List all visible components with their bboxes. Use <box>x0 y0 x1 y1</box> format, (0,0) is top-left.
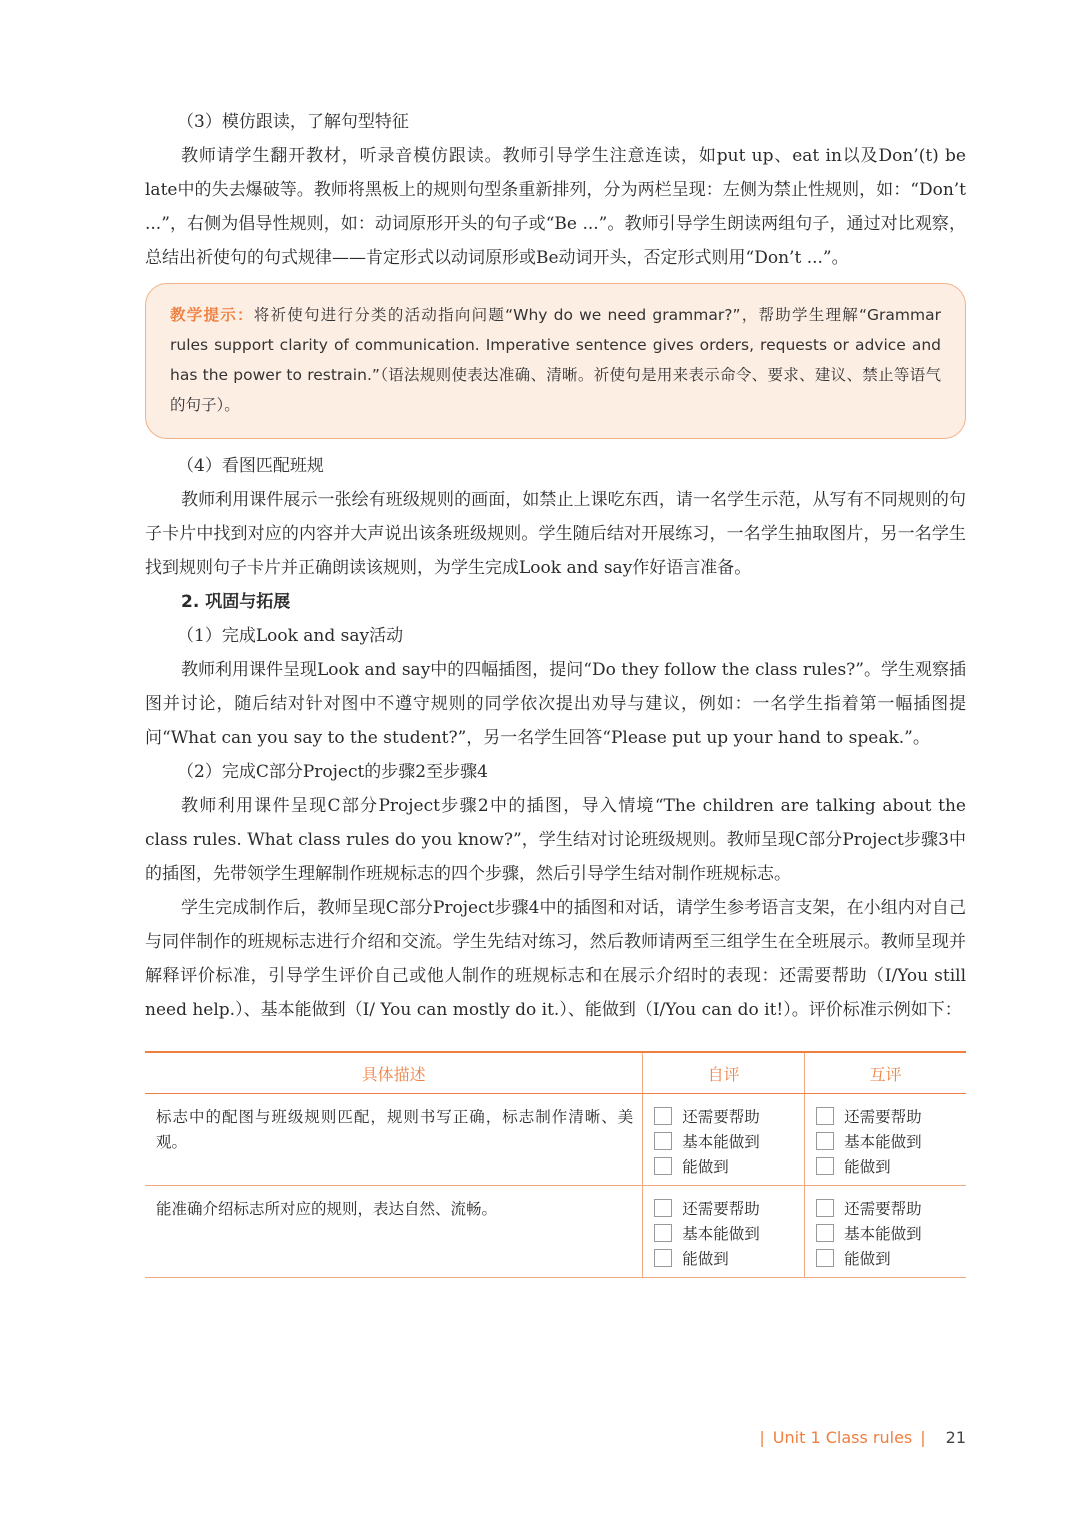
checkbox[interactable] <box>654 1249 672 1267</box>
teaching-tip-label: 教学提示： <box>170 306 254 324</box>
option-can-do[interactable]: 能做到 <box>654 1245 803 1270</box>
checkbox[interactable] <box>654 1132 672 1150</box>
header-peer-eval: 互评 <box>805 1052 966 1094</box>
peer-eval-options <box>806 1095 965 1184</box>
paragraph-match: 教师利用课件展示一张绘有班级规则的画面，如禁止上课吃东西，请一名学生示范，从写有不同规则的句子卡片中找到对应的内容并大声说出该条班级规则。学生随后结对开展练习，一名学生抽取图片，另一名学生找到规则句子卡片并正确朗读该规则，为学生完成Look and say作好语言准备。 <box>145 490 966 578</box>
section-title-imitate: （3）模仿跟读，了解句型特征 <box>177 112 409 132</box>
self-eval-options <box>644 1187 803 1276</box>
checkbox[interactable] <box>816 1157 834 1175</box>
header-description: 具体描述 <box>145 1052 643 1094</box>
option-can-do[interactable]: 能做到 <box>816 1245 965 1270</box>
paragraph-project-1: 教师利用课件呈现C部分Project步骤2中的插图，导入情境“The children are talking about the class rules. What class rules do you know?”，学生结对讨论班级规则。教师呈现C部分Project步骤3中的插图，先带领学生理解制作班规标志的四个步骤，然后引导学生结对制作班规标志。 <box>145 796 966 884</box>
section-title-project: （2）完成C部分Project的步骤2至步骤4 <box>177 762 488 782</box>
section-title-look-say: （1）完成Look and say活动 <box>177 626 404 646</box>
checkbox[interactable] <box>654 1107 672 1125</box>
footer-title: Class rules <box>825 1428 913 1447</box>
table-row <box>145 1186 966 1278</box>
checkbox[interactable] <box>816 1199 834 1217</box>
row-description: 标志中的配图与班级规则匹配，规则书写正确，标志制作清晰、美观。 <box>156 1108 634 1151</box>
checkbox[interactable] <box>654 1157 672 1175</box>
footer-divider: | <box>920 1428 926 1447</box>
option-can-do[interactable]: 能做到 <box>654 1153 803 1178</box>
peer-eval-options <box>806 1187 965 1276</box>
option-mostly-can[interactable]: 基本能做到 <box>816 1128 965 1153</box>
option-still-need-help[interactable]: 还需要帮助 <box>654 1103 803 1128</box>
page-number: 21 <box>945 1428 966 1447</box>
option-still-need-help[interactable]: 还需要帮助 <box>816 1103 965 1128</box>
section-title-match: （4）看图匹配班规 <box>177 456 324 476</box>
footer-divider: | <box>759 1428 765 1447</box>
checkbox[interactable] <box>816 1132 834 1150</box>
option-mostly-can[interactable]: 基本能做到 <box>654 1220 803 1245</box>
table-row <box>145 1094 966 1186</box>
page-content <box>145 105 966 1278</box>
paragraph-project-2: 学生完成制作后，教师呈现C部分Project步骤4中的插图和对话，请学生参考语言支架，在小组内对自己与同伴制作的班规标志进行介绍和交流。学生先结对练习，然后教师请两至三组学生在全班展示。教师呈现并解释评价标准，引导学生评价自己或他人制作的班规标志和在展示介绍时的表现：还需要帮助（I/You still need help.）、基本能做到（I/ You can mostly do it.）、能做到（I/You can do it!）。评价标准示例如下： <box>145 898 966 1020</box>
checkbox[interactable] <box>816 1224 834 1242</box>
option-can-do[interactable]: 能做到 <box>816 1153 965 1178</box>
evaluation-table <box>145 1051 966 1278</box>
paragraph-look-say: 教师利用课件呈现Look and say中的四幅插图，提问“Do they follow the class rules?”。学生观察插图并讨论，随后结对针对图中不遵守规则的同学依次提出劝导与建议，例如：一名学生指着第一幅插图提问“What can you say to the student?”，另一名学生回答“Please put up your hand to speak.”。 <box>145 660 966 748</box>
page-footer <box>751 1428 966 1447</box>
footer-unit: Unit 1 <box>772 1428 821 1447</box>
heading-consolidate: 2. 巩固与拓展 <box>181 592 291 612</box>
option-mostly-can[interactable]: 基本能做到 <box>816 1220 965 1245</box>
teaching-tip-text: 将祈使句进行分类的活动指向问题“Why do we need grammar?”，帮助学生理解“Grammar rules support clarity of communication. Imperative sentence gives orders, requests or advice and has the power to restrain.”（语法规则使表达准确、清晰。祈使句是用来表示命令、要求、建议、禁止等语气的句子）。 <box>170 306 941 414</box>
checkbox[interactable] <box>816 1249 834 1267</box>
checkbox[interactable] <box>654 1199 672 1217</box>
row-description: 能准确介绍标志所对应的规则，表达自然、流畅。 <box>156 1200 498 1218</box>
option-mostly-can[interactable]: 基本能做到 <box>654 1128 803 1153</box>
table-header-row <box>145 1052 966 1094</box>
checkbox[interactable] <box>816 1107 834 1125</box>
checkbox[interactable] <box>654 1224 672 1242</box>
teaching-tip-box <box>145 283 966 439</box>
option-still-need-help[interactable]: 还需要帮助 <box>816 1195 965 1220</box>
option-still-need-help[interactable]: 还需要帮助 <box>654 1195 803 1220</box>
header-self-eval: 自评 <box>643 1052 805 1094</box>
self-eval-options <box>644 1095 803 1184</box>
paragraph-imitate: 教师请学生翻开教材，听录音模仿跟读。教师引导学生注意连读，如put up、eat in以及Don’(t) be late中的失去爆破等。教师将黑板上的规则句型条重新排列，分为两栏呈现：左侧为禁止性规则，如：“Don’t ...”，右侧为倡导性规则，如：动词原形开头的句子或“Be ...”。教师引导学生朗读两组句子，通过对比观察，总结出祈使句的句式规律——肯定形式以动词原形或Be动词开头，否定形式则用“Don’t ...”。 <box>145 146 966 268</box>
